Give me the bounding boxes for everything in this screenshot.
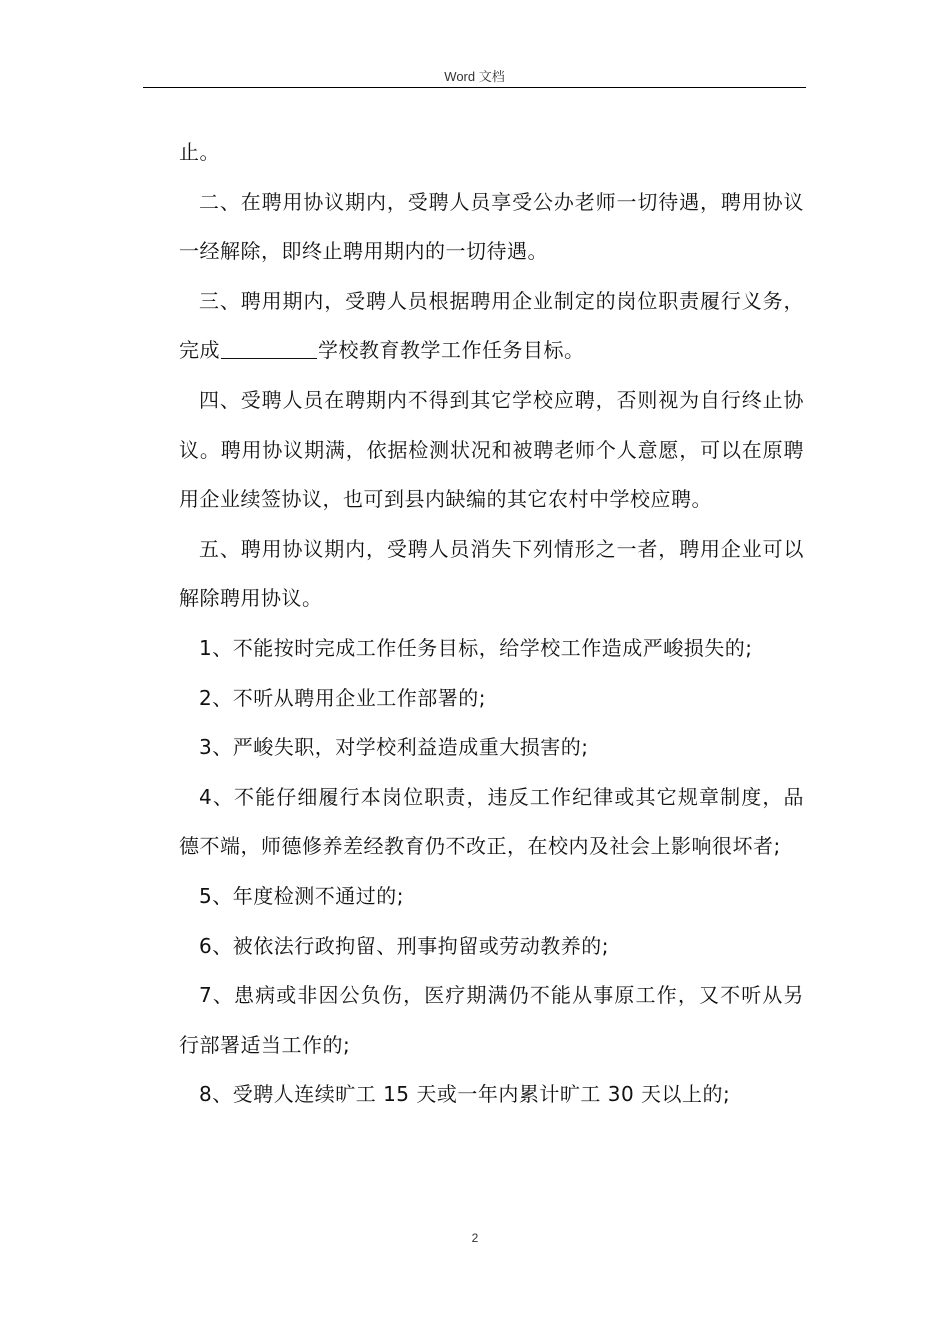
paragraph-clause-5: 五、聘用协议期内，受聘人员消失下列情形之一者，聘用企业可以解除聘用协议。 [179,536,804,611]
list-item-7: 7、患病或非因公负伤，医疗期满仍不能从事原工作，又不听从另行部署适当工作的; [179,983,804,1057]
list-item-6: 6、被依法行政拘留、刑事拘留或劳动教养的; [199,933,609,958]
clause-3-text-after: 学校教育教学工作任务目标。 [318,338,585,363]
list-item-8: 8、受聘人连续旷工 15 天或一年内累计旷工 30 天以上的; [199,1082,731,1107]
list-item-3: 3、严峻失职，对学校利益造成重大损害的; [199,735,589,760]
paragraph-continuation: 止。 [179,140,220,164]
paragraph-clause-4: 四、受聘人员在聘期内不得到其它学校应聘，否则视为自行终止协议。聘用协议期满，依据检测状况和被聘老师个人意愿，可以在原聘用企业续签协议，也可到县内缺编的其它农村中学校应聘。 [179,387,804,512]
page-header: Word 文档 [444,69,505,84]
list-item-5: 5、年度检测不通过的; [199,883,404,908]
document-body [179,128,804,1120]
header-rule [143,87,806,88]
list-item-1: 1、不能按时完成工作任务目标，给学校工作造成严峻损失的; [199,635,753,660]
fill-in-blank [221,338,317,359]
paragraph-clause-3 [179,277,804,376]
paragraph-clause-2: 二、在聘用协议期内，受聘人员享受公办老师一切待遇，聘用协议一经解除，即终止聘用期内的一切待遇。 [179,189,804,264]
list-item-4: 4、不能仔细履行本岗位职责，违反工作纪律或其它规章制度，品德不端，师德修养差经教育仍不改正，在校内及社会上影响很坏者; [179,784,804,859]
list-item-2: 2、不听从聘用企业工作部署的; [199,685,486,710]
clause-3-text-before: 三、聘用期内，受聘人员根据聘用企业制定的岗位职责履行义务，完成 [179,288,804,363]
page-number: 2 [471,1231,479,1245]
